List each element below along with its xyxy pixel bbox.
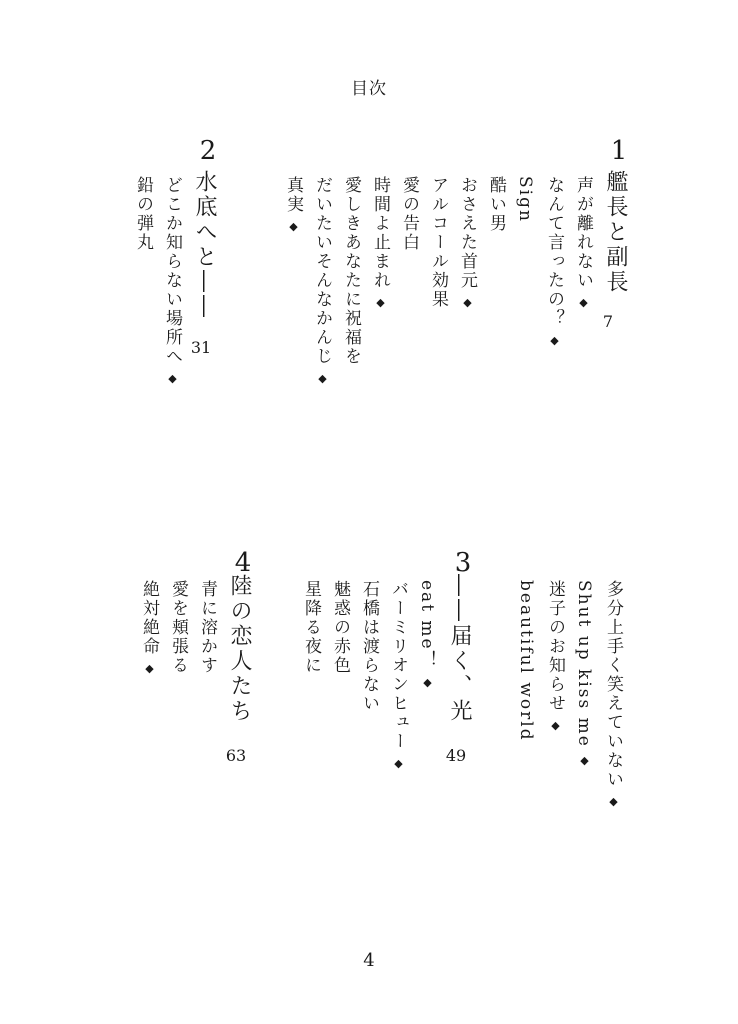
diamond-icon: ◆ — [287, 220, 300, 233]
diamond-icon: ◆ — [607, 795, 620, 808]
chapter-number: 3 — [454, 548, 472, 578]
toc-entry — [545, 176, 562, 347]
toc-entry-text: Shut up kiss me — [574, 580, 594, 748]
diamond-icon: ◆ — [374, 296, 387, 309]
toc-entry — [198, 580, 215, 675]
diamond-icon: ◆ — [392, 757, 405, 770]
toc-entry — [517, 580, 534, 742]
chapter-page-number: 63 — [225, 746, 247, 765]
toc-entry — [458, 176, 475, 309]
toc-entry — [546, 580, 563, 732]
toc-entry-text: 青に溶かす — [197, 580, 217, 675]
toc-entry — [487, 176, 504, 233]
toc-entry-text: 声が離れない — [573, 176, 593, 290]
toc-entry — [360, 580, 377, 713]
diamond-icon: ◆ — [143, 662, 156, 675]
toc-entry — [331, 580, 348, 675]
toc-entry-text: 魅惑の赤色 — [330, 580, 350, 675]
toc-entry-text: 酷い男 — [486, 176, 506, 233]
toc-entry-text: 石橋は渡らない — [359, 580, 379, 713]
chapter-heading — [604, 170, 626, 295]
diamond-icon: ◆ — [316, 372, 329, 385]
toc-entry-text: バーミリオンヒュー — [388, 580, 408, 751]
toc-entry — [418, 580, 435, 689]
toc-entry — [575, 580, 592, 767]
toc-entry — [389, 580, 406, 770]
diamond-icon: ◆ — [577, 296, 590, 309]
toc-entry-text: 愛を頬張る — [168, 580, 188, 675]
toc-entry — [313, 176, 330, 385]
diamond-icon: ◆ — [421, 675, 434, 689]
chapter-page-number: 7 — [602, 312, 614, 331]
chapter-heading-text: 水底へと―― — [192, 170, 217, 320]
chapter-heading — [193, 170, 215, 320]
toc-entry-text: どこか知らない場所へ — [162, 176, 182, 366]
diamond-icon: ◆ — [549, 719, 562, 732]
toc-entry-text: 星降る夜に — [301, 580, 321, 675]
toc-entry-text: 迷子のお知らせ — [545, 580, 565, 713]
toc-entry — [302, 580, 319, 675]
chapter-heading-text: ――届く、光 — [447, 574, 472, 724]
toc-entry-text: 鉛の弾丸 — [133, 176, 153, 252]
toc-entry — [516, 176, 533, 223]
chapter-page-number: 31 — [190, 338, 212, 357]
toc-entry-text: だいたいそんなかんじ — [312, 176, 332, 366]
toc-entry-text: 真実 — [283, 176, 303, 214]
chapter-page-number: 49 — [445, 746, 467, 765]
page-title: 目次 — [351, 79, 387, 99]
chapter-heading-text: 艦長と副長 — [603, 170, 628, 295]
diamond-icon: ◆ — [548, 334, 561, 347]
toc-entry-text: おさえた首元 — [457, 176, 477, 290]
toc-entry-text: beautiful world — [516, 580, 536, 742]
chapter-number: 2 — [199, 136, 217, 166]
toc-entry-text: なんて言ったの？ — [544, 176, 564, 328]
toc-entry — [342, 176, 359, 366]
toc-entry-text: 絶対絶命 — [139, 580, 159, 656]
toc-entry-text: 多分上手く笑えていない — [603, 580, 623, 789]
toc-entry-text: eat me！ — [417, 580, 437, 670]
toc-entry — [140, 580, 157, 675]
toc-entry — [574, 176, 591, 309]
diamond-icon: ◆ — [461, 296, 474, 309]
toc-entry — [429, 176, 446, 309]
chapter-heading — [448, 574, 470, 724]
toc-entry-text: 愛しきあなたに祝福を — [341, 176, 361, 366]
toc-entry — [371, 176, 388, 309]
toc-entry-text: 愛の告白 — [399, 176, 419, 252]
chapter-heading — [228, 574, 250, 724]
chapter-number: 1 — [610, 136, 628, 166]
toc-entry — [163, 176, 180, 385]
page-number: 4 — [363, 950, 375, 971]
chapter-heading-text: 陸の恋人たち — [227, 574, 252, 724]
toc-entry — [169, 580, 186, 675]
toc-entry-text: アルコール効果 — [428, 176, 448, 309]
toc-entry-text: Sign — [515, 176, 535, 223]
diamond-icon: ◆ — [578, 753, 591, 767]
chapter-number: 4 — [234, 548, 252, 578]
diamond-icon: ◆ — [166, 372, 179, 385]
toc-entry — [134, 176, 151, 252]
toc-entry-text: 時間よ止まれ — [370, 176, 390, 290]
toc-entry — [604, 580, 621, 808]
toc-entry — [400, 176, 417, 252]
toc-entry — [284, 176, 301, 233]
